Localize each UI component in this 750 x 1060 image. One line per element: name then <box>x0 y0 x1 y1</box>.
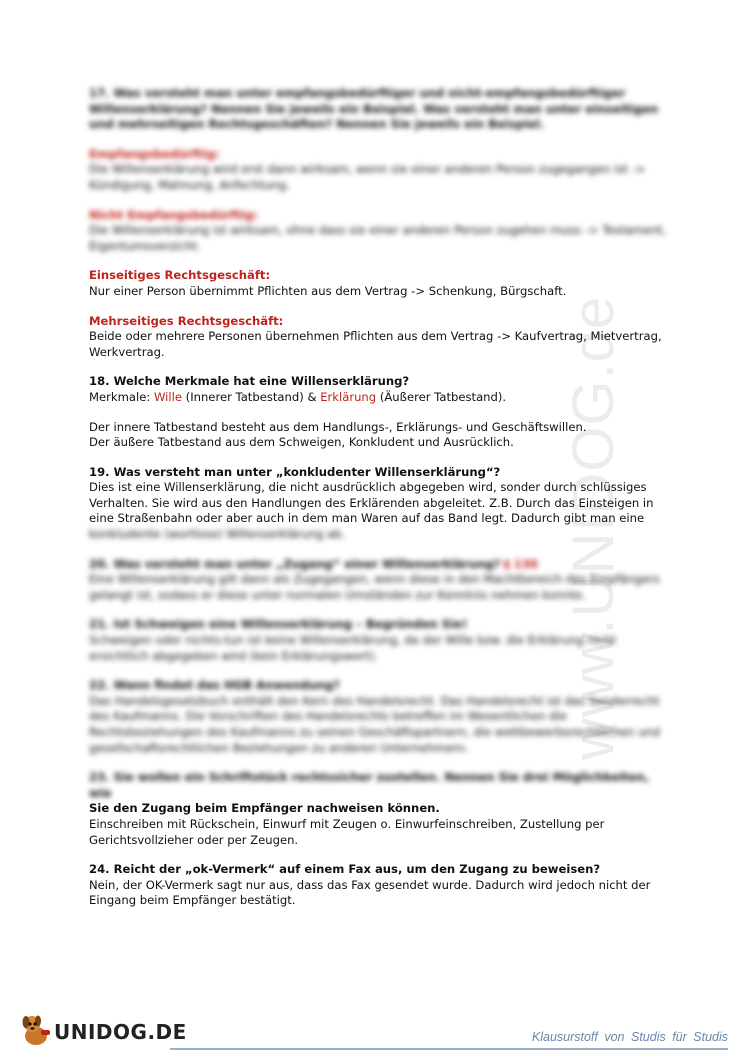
question-22-title: 22. Wann findet das HGB Anwendung? <box>89 678 340 693</box>
footer-tagline: Klausurstoff von Studis für Studis <box>531 1030 728 1044</box>
einseitig-text: Nur einer Person übernimmt Pflichten aus dem Vertrag -> Schenkung, Bürgschaft. <box>89 283 567 298</box>
question-20-title-line <box>89 557 669 573</box>
question-22-text: Das Handelsgesetzbuch enthält den Kern des Handelsrecht. Das Handelsrecht ist das Sonderrecht des Kaufmanns. Die Vorschriften des Handelsrechts betreffen im Wesentlichen die Rechtsbeziehungen des Kaufmanns zu seinen Geschäftspartnern, die wettbewerbsrechtlichen und gesellschaftsrechtlichen Beziehungen zu anderen Unternehmern. <box>89 693 661 755</box>
innerer-tatbestand-text: Der innere Tatbestand besteht aus dem Handlungs-, Erklärungs- und Geschäftswillen. <box>89 419 587 434</box>
erklaerung-term: Erklärung <box>320 389 377 404</box>
wille-term: Wille <box>153 389 182 404</box>
question-20 <box>89 557 669 604</box>
mehrseitig-text: Beide oder mehrere Personen übernehmen Pflichten aus dem Vertrag -> Kaufvertrag, Mietvertrag, Werkvertrag. <box>89 329 662 359</box>
question-24-text: Nein, der OK-Vermerk sagt nur aus, dass das Fax gesendet wurde. Dadurch wird jedoch nicht der Eingang beim Empfänger bestätigt. <box>89 877 651 908</box>
question-19 <box>89 465 669 543</box>
question-18 <box>89 374 669 405</box>
question-21 <box>89 617 669 664</box>
unidog-logo[interactable] <box>18 1012 188 1048</box>
question-23-title-rest: Sie den Zugang beim Empfänger nachweisen können. <box>89 801 440 816</box>
document-content <box>89 86 669 923</box>
aeusserer-tatbestand-text: Der äußere Tatbestand aus dem Schweigen, Konkludent und Ausrücklich. <box>89 435 514 450</box>
question-19-title: 19. Was versteht man unter „konkludenter Willenserklärung“? <box>89 464 501 479</box>
question-20-text: Eine Willenserklärung gilt dann als Zugegangen, wenn diese in den Machtbereich des Empfängers gelangt ist, sodass er diese unter normalen Umständen zur Kenntnis nehmen konnte. <box>89 572 660 602</box>
question-23-title-blurred: 23. Sie wollen ein Schriftstück rechtssicher zustellen. Nennen Sie drei Möglichkeiten, wie <box>89 770 649 800</box>
logo-text: UNIDOG.DE <box>54 1020 187 1044</box>
merkmale-line <box>89 390 669 406</box>
nicht-empfangsbeduerftig-text: Die Willenserklärung ist wirksam, ohne dass sie einer anderen Person zugehen muss -> Testament, Eigentumsverzicht. <box>89 223 667 253</box>
question-21-title: 21. Ist Schweigen eine Willenserklärung – Begründen Sie! <box>89 617 468 632</box>
question-20-title: 20. Was versteht man unter „Zugang“ einer Willenserklärung? <box>89 556 501 571</box>
answer-nicht-empfangsbeduerftig <box>89 208 669 255</box>
dog-mascot-icon <box>18 1012 54 1048</box>
question-22 <box>89 678 669 756</box>
answer-mehrseitig <box>89 314 669 361</box>
footer-divider <box>170 1048 728 1050</box>
question-23-text: Einschreiben mit Rückschein, Einwurf mit Zeugen o. Einwurfeinschreiben, Zustellung per Gerichtsvollzieher oder per Zeugen. <box>89 816 605 847</box>
merkmale-suffix: (Äußerer Tatbestand). <box>376 389 507 404</box>
question-24-title: 24. Reicht der „ok-Vermerk“ auf einem Fax aus, um den Zugang zu beweisen? <box>89 862 601 877</box>
question-24 <box>89 862 669 909</box>
watermark: www.UNIDOG.de <box>561 295 626 760</box>
question-23 <box>89 770 669 848</box>
empfangsbeduerftig-text: Die Willenserklärung wird erst dann wirksam, wenn sie einer anderen Person zugegangen ist -> Kündigung, Mahnung, Anfechtung. <box>89 162 646 192</box>
answer-empfangsbeduerftig <box>89 147 669 194</box>
question-18-detail <box>89 420 669 451</box>
question-21-text: Schweigen oder nichts-tun ist keine Willenserklärung, da der Wille bzw. die Erklärung nicht ersichtlich abgegeben wird (kein Erklärungswert). <box>89 633 617 663</box>
answer-einseitig <box>89 268 669 299</box>
mehrseitig-heading: Mehrseitiges Rechtsgeschäft: <box>89 313 284 328</box>
empfangsbeduerftig-heading: Empfangsbedürftig: <box>89 146 220 161</box>
question-18-title: 18. Welche Merkmale hat eine Willenserklärung? <box>89 374 410 389</box>
question-19-text-blurred: konkludente (wortlose) Willenserklärung ab. <box>89 527 346 542</box>
question-19-text: Dies ist eine Willenserklärung, die nicht ausdrücklich abgegeben wird, sonder durch schlüssiges Verhalten. Sie wird aus den Handlungen des Erklärenden abgeleitet. Z.B. Durch das Einsteigen in eine Straßenbahn oder aber auch in dem man Waren auf das Band legt. Dadurch gibt man eine <box>89 480 654 526</box>
paragraph-reference: § 130 <box>503 556 538 571</box>
merkmale-prefix: Merkmale: <box>89 389 154 404</box>
merkmale-mid: (Innerer Tatbestand) & <box>181 389 321 404</box>
question-17 <box>89 86 669 133</box>
einseitig-heading: Einseitiges Rechtsgeschäft: <box>89 268 271 283</box>
question-17-title: 17. Was versteht man unter empfangsbedürftiger und nicht-empfangsbedürftiger Willenserklärung? Nennen Sie jeweils ein Beispiel. Was versteht man unter einseitigen und mehrseitigen Rechtsgeschäften? Nennen Sie jeweils ein Beispiel. <box>89 86 659 132</box>
nicht-empfangsbeduerftig-heading: Nicht Empfangsbedürftig: <box>89 207 258 222</box>
